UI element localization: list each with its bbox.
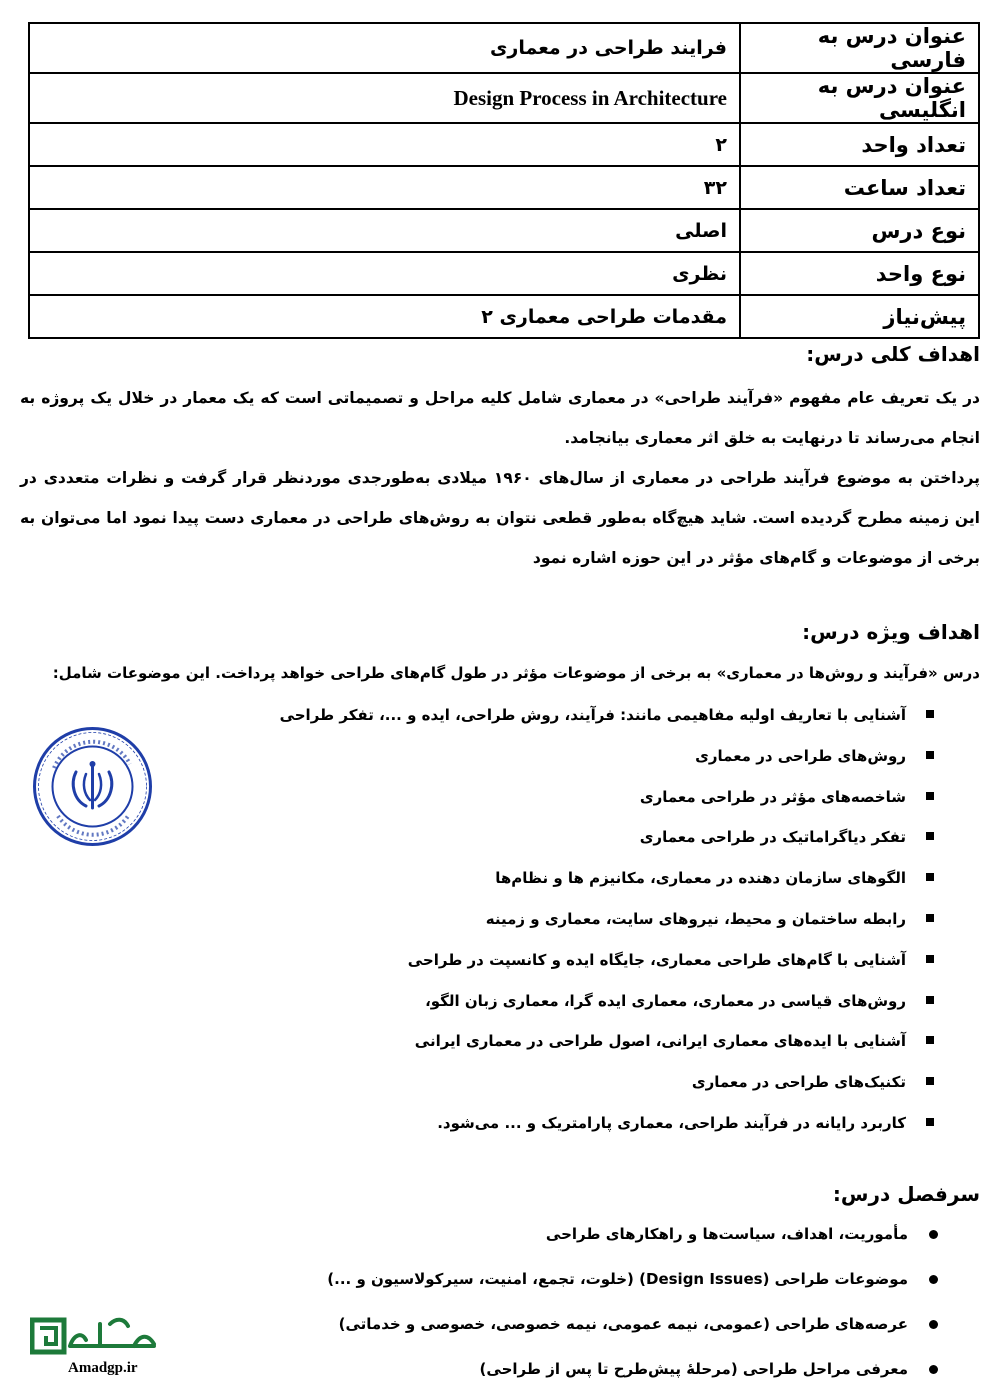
table-row [29,209,979,252]
list-item: مأموریت، اهداف، سیاست‌ها و راهکارهای طراحی [327,1212,938,1257]
list-item: تکنیک‌های طراحی در معماری [280,1062,934,1103]
table-row [29,23,979,73]
row-label: تعداد واحد [740,123,979,166]
row-value: ۲ [29,123,740,166]
general-goals-heading: اهداف کلی درس: [806,342,980,366]
square-bullet-icon [926,792,934,800]
specific-goals-intro: درس «فرآیند و روش‌ها در معماری» به برخی از موضوعات مؤثر در طول گام‌های طراحی خواهد پرداخت. این موضوعات شامل: [52,664,980,682]
row-value: ۳۲ [29,166,740,209]
row-value: اصلی [29,209,740,252]
row-value: نظری [29,252,740,295]
list-item: رابطه ساختمان و محیط، نیروهای سایت، معماری و زمینه [280,899,934,940]
row-label: نوع درس [740,209,979,252]
table-row [29,252,979,295]
row-value: مقدمات طراحی معماری ۲ [29,295,740,338]
bullet-icon [929,1275,938,1284]
square-bullet-icon [926,1077,934,1085]
general-goals-paragraph-1: در یک تعریف عام مفهوم «فرآیند طراحی» در معماری شامل کلیه مراحل و تصمیماتی است که یک معمار در خلال یک پروژه به انجام می‌رساند تا درنهایت به خلق اثر معماری بیانجامد. [20,389,980,447]
list-item: عرصه‌های طراحی (عمومی، نیمه عمومی، نیمه خصوصی، خصوصی و خدماتی) [327,1302,938,1347]
list-item: آشنایی با تعاریف اولیه مفاهیمی مانند: فرآیند، روش طراحی، ایده و ...، تفکر طراحی [280,695,934,736]
bullet-icon [929,1365,938,1374]
amad-logo [30,1304,160,1384]
general-goals-text [20,378,980,578]
specific-goals-heading: اهداف ویژه درس: [802,620,980,644]
bullet-icon [929,1320,938,1329]
list-item: آشنایی با ایده‌های معماری ایرانی، اصول طراحی در معماری ایرانی [280,1021,934,1062]
bullet-icon [929,1230,938,1239]
amad-logo-mark-icon [30,1304,160,1360]
row-value: فرایند طراحی در معماری [29,23,740,73]
list-item: الگوهای سازمان دهنده در معماری، مکانیزم ها و نظام‌ها [280,858,934,899]
square-bullet-icon [926,914,934,922]
syllabus-list [327,1212,938,1392]
row-label: عنوان درس به فارسی [740,23,979,73]
square-bullet-icon [926,996,934,1004]
square-bullet-icon [926,955,934,963]
course-info-table [28,22,980,339]
list-item: موضوعات طراحی (Design Issues) (خلوت، تجمع، امنیت، سیرکولاسیون و ...) [327,1257,938,1302]
list-item: معرفی مراحل طراحی (مرحلهٔ پیش‌طرح تا پس از طراحی) [327,1347,938,1392]
list-item: شاخصه‌های مؤثر در طراحی معماری [280,777,934,818]
official-seal-stamp [30,724,155,849]
list-item: روش‌های قیاسی در معماری، معماری ایده گرا، معماری زبان الگو، [280,981,934,1022]
square-bullet-icon [926,1118,934,1126]
row-label: نوع واحد [740,252,979,295]
table-row [29,73,979,123]
table-row [29,123,979,166]
square-bullet-icon [926,832,934,840]
row-label: عنوان درس به انگلیسی [740,73,979,123]
square-bullet-icon [926,1036,934,1044]
specific-goals-list [280,695,934,1144]
square-bullet-icon [926,751,934,759]
amad-website: Amadgp.ir [68,1360,138,1376]
table-row [29,295,979,338]
square-bullet-icon [926,710,934,718]
list-item: روش‌های طراحی در معماری [280,736,934,777]
syllabus-heading: سرفصل درس: [832,1182,980,1206]
list-item: کاربرد رایانه در فرآیند طراحی، معماری پارامتریک و ... می‌شود. [280,1103,934,1144]
row-label: تعداد ساعت [740,166,979,209]
row-label: پیش‌نیاز [740,295,979,338]
list-item: آشنایی با گام‌های طراحی معماری، جایگاه ایده و کانسپت در طراحی [280,940,934,981]
row-value: Design Process in Architecture [29,73,740,123]
table-row [29,166,979,209]
square-bullet-icon [926,873,934,881]
list-item: تفکر دیاگراماتیک در طراحی معماری [280,817,934,858]
general-goals-paragraph-2: پرداختن به موضوع فرآیند طراحی در معماری از سال‌های ۱۹۶۰ میلادی به‌طورجدی موردنظر قرار گرفت و نظرات متعددی در این زمینه مطرح گردیده است. شاید هیچ‌گاه به‌طور قطعی نتوان به روش‌های طراحی در معماری دست پیدا نمود اما می‌توان به برخی از موضوعات و گام‌های مؤثر در این حوزه اشاره نمود [20,469,980,567]
